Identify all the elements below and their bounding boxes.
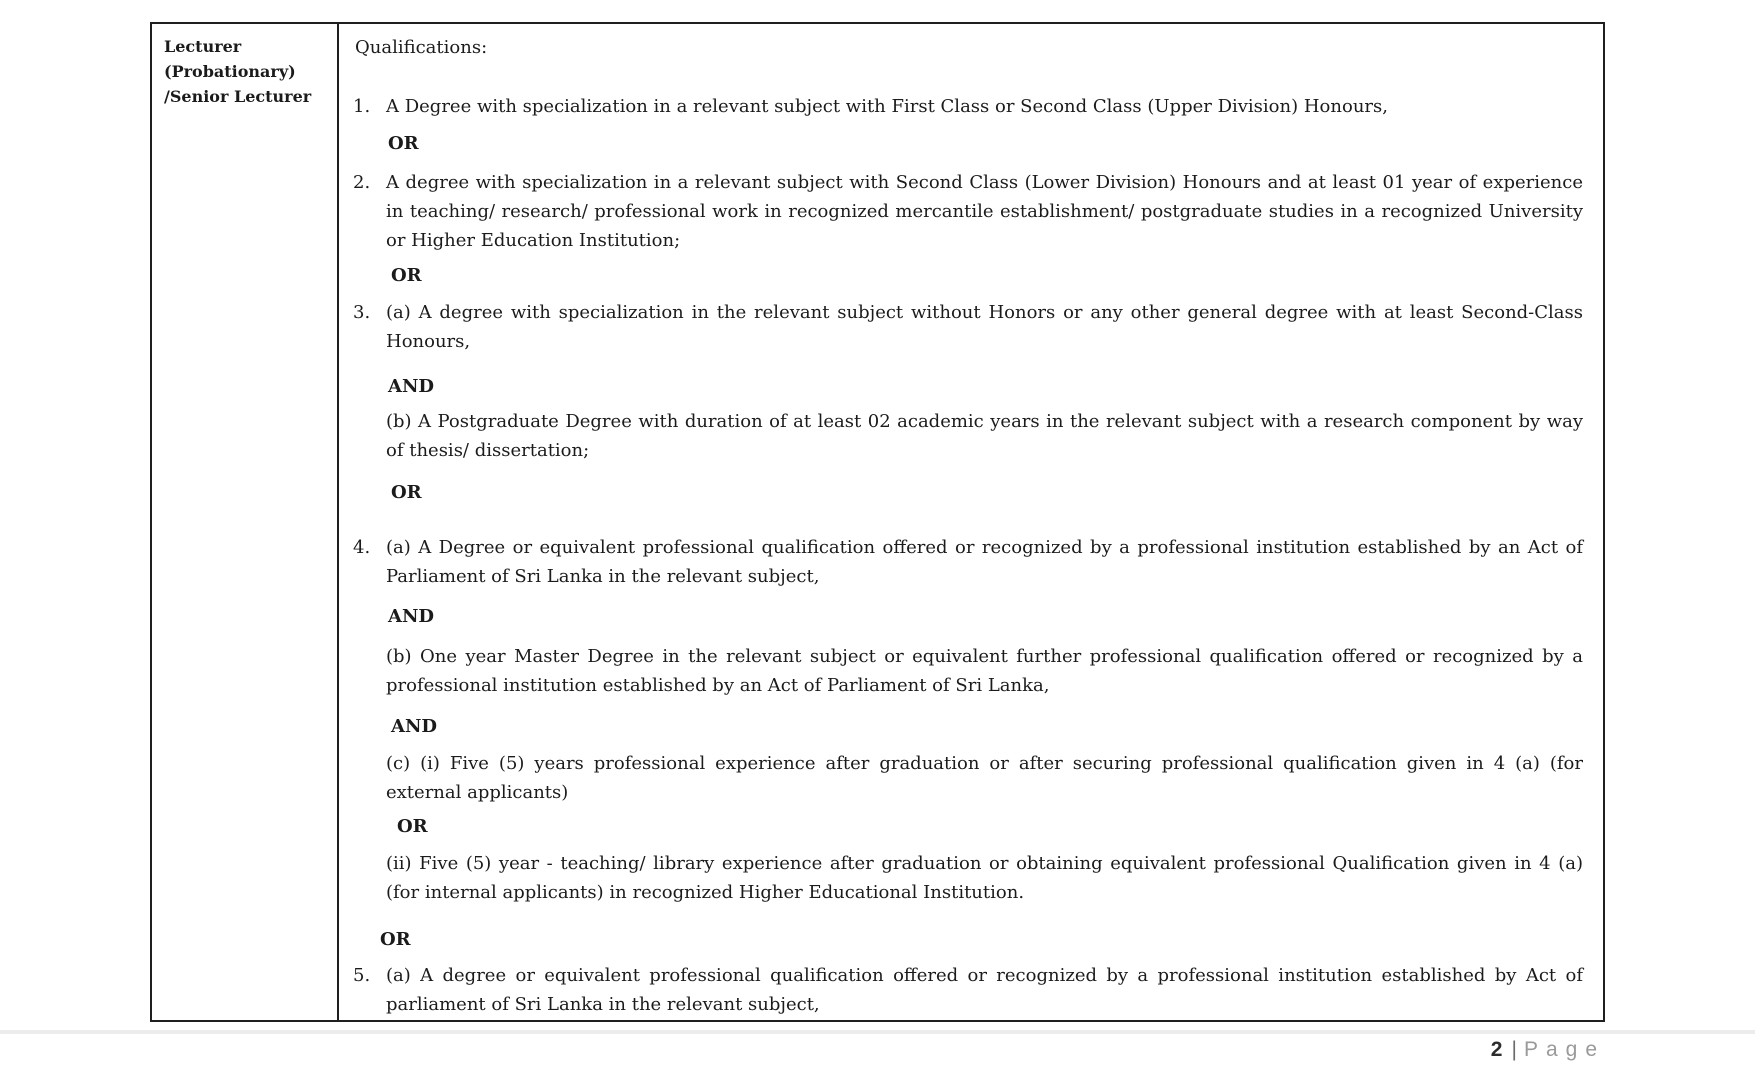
position-title-line: /Senior Lecturer bbox=[164, 87, 312, 106]
item-number: 5. bbox=[353, 965, 371, 986]
qualification-item-4c-i: (c) (i) Five (5) years professional experience after graduation or after securing professional qualification given in 4 (a) (for external applicants) bbox=[386, 753, 1583, 803]
qualification-item-4c-ii: (ii) Five (5) year - teaching/ library experience after graduation or obtaining equivalent professional Qualification given in 4 (a) (for internal applicants) in recognized Higher Educational Institution. bbox=[386, 853, 1583, 903]
item-number: 3. bbox=[353, 302, 371, 323]
item-text: (a) A degree or equivalent professional qualification offered or recognized by a professional institution established by Act of parliament of Sri Lanka in the relevant subject, bbox=[386, 965, 1583, 1015]
qualification-item-3a bbox=[353, 298, 1583, 356]
qualification-item-5a bbox=[353, 961, 1583, 1019]
item-number: 1. bbox=[353, 96, 371, 117]
page-number-separator: | bbox=[1511, 1038, 1517, 1061]
item-number: 2. bbox=[353, 172, 371, 193]
qualifications-cell bbox=[339, 24, 1603, 1020]
qualifications-table bbox=[150, 22, 1605, 1022]
connector-and: AND bbox=[388, 376, 435, 397]
qualification-item-3b: (b) A Postgraduate Degree with duration of at least 02 academic years in the relevant subject with a research component by way of thesis/ dissertation; bbox=[386, 411, 1583, 461]
connector-and: AND bbox=[388, 606, 435, 627]
qualification-item-4a bbox=[353, 533, 1583, 591]
qualifications-heading: Qualifications: bbox=[355, 37, 488, 58]
qualification-item-2 bbox=[353, 168, 1583, 255]
qualification-item-4b: (b) One year Master Degree in the relevant subject or equivalent further professional qualification offered or recognized by a professional institution established by an Act of Parliament of Sri Lanka, bbox=[386, 646, 1583, 696]
qualification-item-1 bbox=[353, 92, 1583, 121]
page-number: 2 bbox=[1490, 1038, 1503, 1061]
connector-or: OR bbox=[380, 929, 411, 950]
position-title-line: Lecturer bbox=[164, 37, 242, 56]
item-text: (a) A degree with specialization in the relevant subject without Honors or any other general degree with at least Second-Class Honours, bbox=[386, 302, 1583, 352]
position-title-cell bbox=[152, 24, 339, 1020]
footer-divider bbox=[0, 1030, 1755, 1034]
page-footer bbox=[1491, 1038, 1605, 1062]
page-label: Page bbox=[1523, 1038, 1605, 1061]
item-number: 4. bbox=[353, 537, 371, 558]
connector-or: OR bbox=[397, 816, 428, 837]
item-text: (a) A Degree or equivalent professional qualification offered or recognized by a professional institution established by an Act of Parliament of Sri Lanka in the relevant subject, bbox=[386, 537, 1583, 587]
position-title-line: (Probationary) bbox=[164, 62, 296, 81]
connector-or: OR bbox=[391, 265, 422, 286]
item-text: A degree with specialization in a relevant subject with Second Class (Lower Division) Honours and at least 01 year of experience in teaching/ research/ professional work in recognized mercantile establishment/ postgraduate studies in a recognized University or Higher Education Institution; bbox=[386, 172, 1583, 251]
connector-or: OR bbox=[388, 133, 419, 154]
item-text: A Degree with specialization in a relevant subject with First Class or Second Class (Upper Division) Honours, bbox=[386, 96, 1388, 117]
connector-or: OR bbox=[391, 482, 422, 503]
connector-and: AND bbox=[391, 716, 438, 737]
